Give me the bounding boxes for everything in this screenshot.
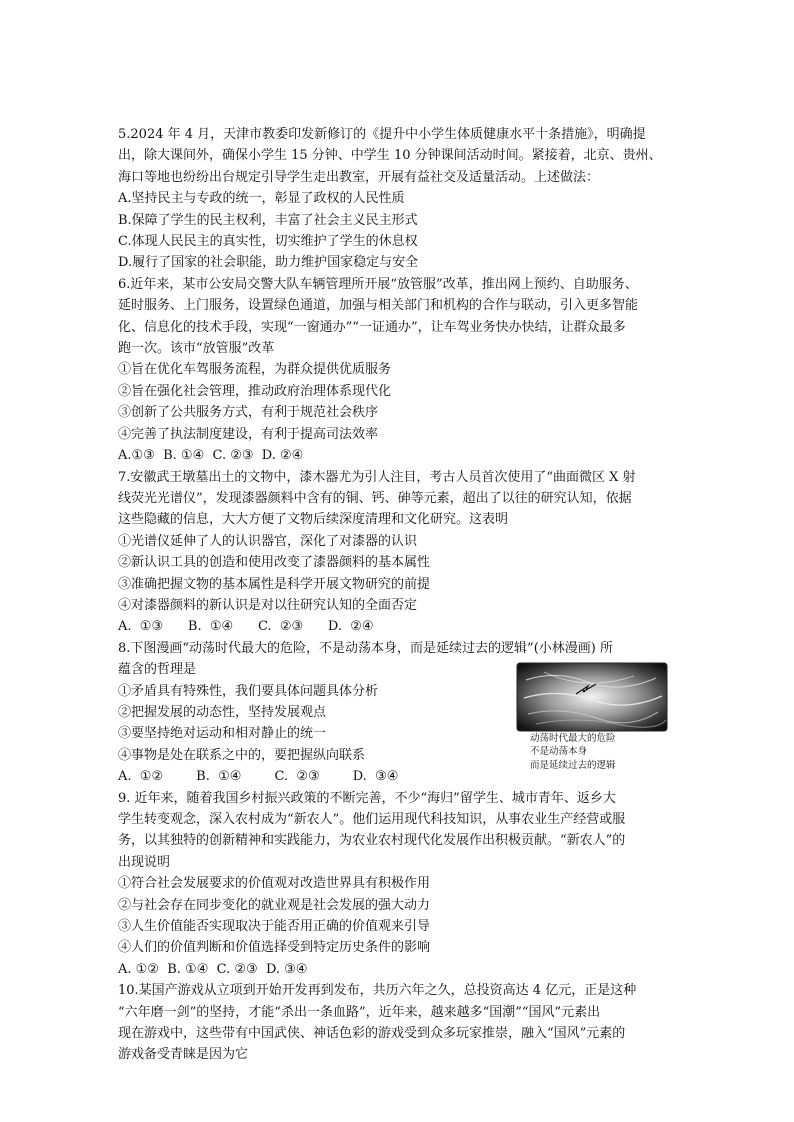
question-7-item-2: ②新认识工具的创造和使用改变了漆器颜料的基本属性 bbox=[118, 555, 431, 571]
question-6-item-3: ③创新了公共服务方式，有利于规范社会秩序 bbox=[118, 405, 379, 421]
question-10-stem-line-2: “六年磨一剑”的坚持，才能“杀出一条血路”，近年来，越来越多“国潮”“国风”元素出 bbox=[118, 1004, 601, 1020]
question-7-answer-choices: A. ①③ B. ①④ C. ②③ D. ②④ bbox=[118, 619, 374, 635]
question-10-stem-line-3: 现在游戏中，这些带有中国武侠、神话色彩的游戏受到众多玩家推崇，融入“国风”元素的 bbox=[118, 1026, 626, 1042]
question-5-stem-line-1: 5.2024 年 4 月，天津市教委印发新修订的《提升中小学生体质健康水平十条措施》，明确提 bbox=[118, 127, 646, 142]
question-10-stem-line-4: 游戏备受青睐是因为它 bbox=[118, 1047, 249, 1063]
question-6 bbox=[118, 274, 684, 467]
question-5-option-d: D.履行了国家的社会职能，助力维护国家稳定与安全 bbox=[118, 255, 419, 271]
question-8-item-1: ①矛盾具有特殊性，我们要具体问题具体分析 bbox=[118, 683, 379, 699]
question-6-item-4: ④完善了执法制度建设，有利于提高司法效率 bbox=[118, 426, 379, 442]
question-5-option-a: A.坚持民主与专政的统一，彰显了政权的人民性质 bbox=[118, 191, 405, 207]
question-9-item-2: ②与社会存在同步变化的就业观是社会发展的强大动力 bbox=[118, 897, 431, 913]
question-5-stem-line-2: 出，除大课间外，确保小学生 15 分钟、中学生 10 分钟课间活动时间。紧接着，北京、贵州、 bbox=[118, 148, 662, 164]
question-10 bbox=[118, 980, 684, 1066]
question-9-stem-line-4: 出现说明 bbox=[118, 854, 171, 870]
question-8-item-2: ②把握发展的动态性，坚持发展观点 bbox=[118, 704, 327, 720]
question-8-item-3: ③要坚持绝对运动和相对静止的统一 bbox=[118, 726, 327, 742]
question-7-item-3: ③准确把握文物的基本属性是科学开展文物研究的前提 bbox=[118, 576, 431, 592]
question-9-stem-line-3: 务，以其独特的创新精神和实践能力，为农业农村现代化发展作出积极贡献。“新农人”的 bbox=[118, 833, 626, 849]
question-6-stem-line-4: 跑一次。该市“放管服”改革 bbox=[118, 341, 275, 357]
question-9-item-1: ①符合社会发展要求的价值观对改造世界具有积极作用 bbox=[118, 876, 431, 892]
question-7-stem-line-2: 线荧光光谱仪”，发现漆器颜料中含有的铜、钙、砷等元素，超出了以往的研究认知，依据 bbox=[118, 490, 632, 506]
question-6-answer-choices: A.①③ B. ①④ C. ②③ D. ②④ bbox=[118, 448, 304, 464]
cartoon-caption-line-3: 而是延续过去的逻辑 bbox=[530, 759, 616, 771]
question-8-answer-choices: A. ①② B. ①④ C. ②③ D. ③④ bbox=[118, 769, 399, 785]
cartoon-caption-line-2: 不是动荡本身 bbox=[530, 746, 588, 758]
question-6-stem-line-3: 化、信息化的技术手段，实现“一窗通办”“一证通办”，让车驾业务快办快结，让群众最多 bbox=[118, 319, 626, 335]
cartoon-figure bbox=[510, 662, 674, 770]
question-7-stem-line-1: 7.安徽武王墩墓出土的文物中，漆木器尤为引人注目，考古人员首次使用了“曲面微区 X 射 bbox=[118, 469, 636, 485]
question-7 bbox=[118, 467, 684, 638]
question-5-option-c: C.体现人民民主的真实性，切实维护了学生的休息权 bbox=[118, 234, 418, 250]
question-5-stem-line-3: 海口等地也纷纷出台规定引导学生走出教室，开展有益社交及适量活动。上述做法： bbox=[118, 169, 600, 185]
question-6-item-2: ②旨在强化社会管理，推动政府治理体系现代化 bbox=[118, 383, 392, 399]
question-6-stem-line-2: 延时服务、上门服务，设置绿色通道，加强与相关部门和机构的合作与联动，引入更多智能 bbox=[118, 298, 639, 314]
question-8-item-4: ④事物是处在联系之中的，要把握纵向联系 bbox=[118, 747, 366, 763]
question-8-stem-line-2: 蕴含的哲理是 bbox=[118, 662, 197, 678]
cartoon-illustration bbox=[516, 662, 668, 732]
question-7-item-4: ④对漆器颜料的新认识是对以往研究认知的全面否定 bbox=[118, 597, 418, 613]
question-9-item-3: ③人生价值能否实现取决于能否用正确的价值观来引导 bbox=[118, 919, 431, 935]
question-8 bbox=[118, 638, 684, 788]
exam-page bbox=[118, 124, 684, 1066]
question-9 bbox=[118, 788, 684, 981]
question-9-stem-line-1: 9. 近年来，随着我国乡村振兴政策的不断完善，不少“海归”留学生、城市青年、返乡大 bbox=[118, 790, 616, 806]
question-9-item-4: ④人们的价值判断和价值选择受到特定历史条件的影响 bbox=[118, 940, 431, 956]
question-5-option-b: B.保障了学生的民主权利，丰富了社会主义民主形式 bbox=[118, 212, 418, 228]
question-6-item-1: ①旨在优化车驾服务流程，为群众提供优质服务 bbox=[118, 362, 392, 378]
question-9-answer-choices: A. ①② B. ①④ C. ②③ D. ③④ bbox=[118, 961, 308, 977]
question-10-stem-line-1: 10.某国产游戏从立项到开始开发再到发布，共历六年之久，总投资高达 4 亿元，正是这种 bbox=[118, 983, 637, 999]
question-8-stem-line-1: 8.下图漫画“动荡时代最大的危险，不是动荡本身，而是延续过去的逻辑”(小林漫画) 所 bbox=[118, 640, 613, 656]
cartoon-caption-line-1: 动荡时代最大的危险 bbox=[530, 732, 616, 744]
question-7-stem-line-3: 这些隐藏的信息，大大方便了文物后续深度清理和文化研究。这表明 bbox=[118, 512, 509, 528]
question-6-stem-line-1: 6.近年来，某市公安局交警大队车辆管理所开展“放管服”改革，推出网上预约、自助服务、 bbox=[118, 276, 638, 292]
question-5 bbox=[118, 124, 684, 274]
question-9-stem-line-2: 学生转变观念，深入农村成为“新农人”。他们运用现代科技知识，从事农业生产经营或服 bbox=[118, 812, 626, 827]
question-7-item-1: ①光谱仪延伸了人的认识器官，深化了对漆器的认识 bbox=[118, 533, 418, 549]
